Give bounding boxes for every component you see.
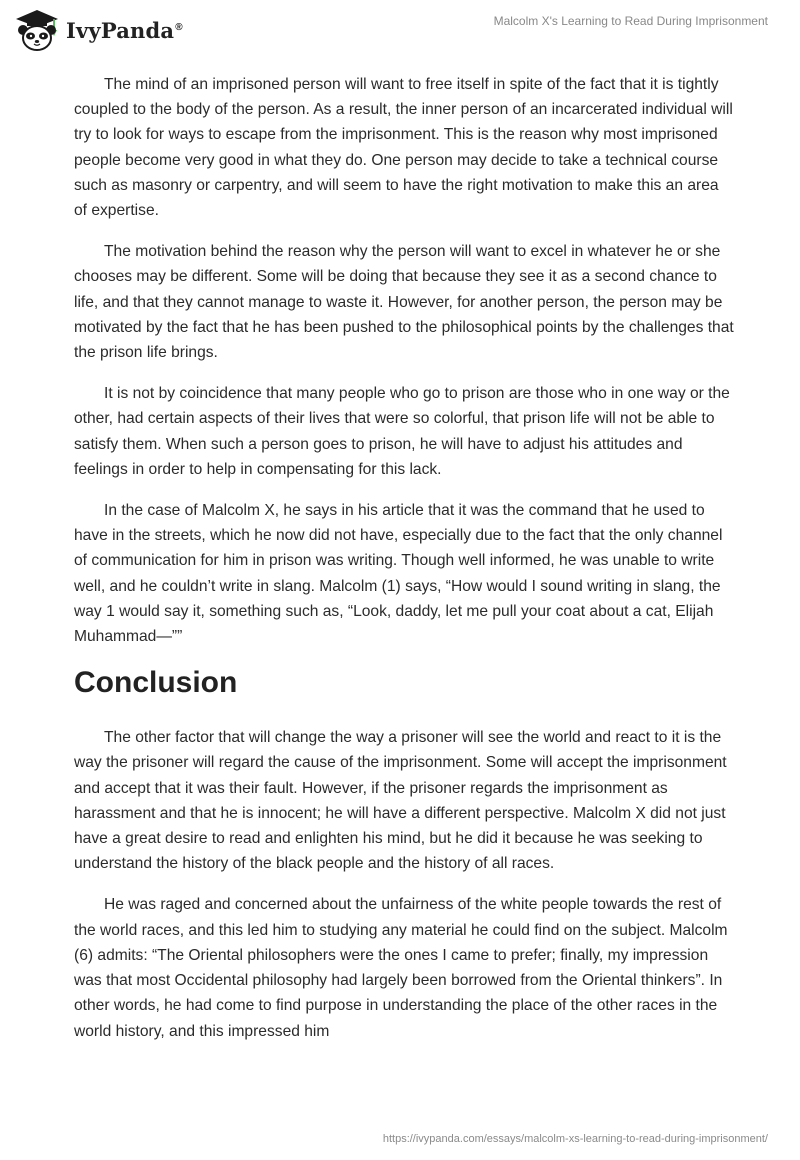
panda-graduation-cap-icon [14, 8, 60, 52]
paragraph: He was raged and concerned about the unfairness of the white people towards the rest of the world races, and this led him to studying any material he could find on the subject. Malcolm (6) admits: “The Oriental philosophers were the ones I came to prefer; finally, my impression was that most Occidental philosophy had largely been borrowed from the Oriental thinkers”. In other words, he had come to find purpose in understanding the place of the other races in the world history, and this impressed him [74, 896, 728, 1040]
paragraph: The other factor that will change the way a prisoner will see the world and react to it is the way the prisoner will regard the cause of the imprisonment. Some will accept the imprisonment and accept that it was their fault. However, if the prisoner regards the imprisonment as harassment and that he is innocent; he will have a different perspective. Malcolm X did not just have a great desire to read and enlighten his mind, but he did it because he was seeking to understand the history of the black people and the history of all races. [74, 729, 727, 873]
page-header [0, 0, 800, 60]
essay-body [74, 72, 734, 1060]
paragraph: The mind of an imprisoned person will want to free itself in spite of the fact that it is tightly coupled to the body of the person. As a result, the inner person of an incarcerated individual will try to look for ways to escape from the imprisonment. This is the reason why most imprisoned people become very good in what they do. One person may decide to take a technical course such as masonry or carpentry, and will seem to have the right motivation to make this an area of expertise. [74, 76, 733, 220]
logo-text: IvyPanda® [66, 17, 183, 43]
section-heading: Conclusion [74, 666, 238, 700]
footer-url[interactable]: https://ivypanda.com/essays/malcolm-xs-learning-to-read-during-imprisonment/ [382, 1133, 768, 1145]
ivypanda-logo[interactable] [14, 8, 183, 52]
paragraph: In the case of Malcolm X, he says in his article that it was the command that he used to have in the streets, which he now did not have, especially due to the fact that the only channel of communication for him in prison was writing. Though well informed, he was unable to write well, and he couldn’t write in slang. Malcolm (1) says, “How would I sound writing in slang, the way 1 would say it, something such as, “Look, daddy, let me pull your coat about a cat, Elijah Muhammad—”” [74, 502, 723, 646]
paragraph: The motivation behind the reason why the person will want to excel in whatever he or she chooses may be different. Some will be doing that because they see it as a second chance to life, and that they cannot manage to waste it. However, for another person, the person may be motivated by the fact that he has been pushed to the philosophical points by the challenges that the prison life brings. [74, 243, 734, 362]
document-title: Malcolm X's Learning to Read During Imprisonment [493, 14, 768, 28]
paragraph: It is not by coincidence that many people who go to prison are those who in one way or the other, had certain aspects of their lives that were so colorful, that prison life will not be able to satisfy them. When such a person goes to prison, he will have to adjust his attitudes and feelings in order to help in compensating for this lack. [74, 385, 730, 478]
registered-mark: ® [175, 21, 183, 33]
